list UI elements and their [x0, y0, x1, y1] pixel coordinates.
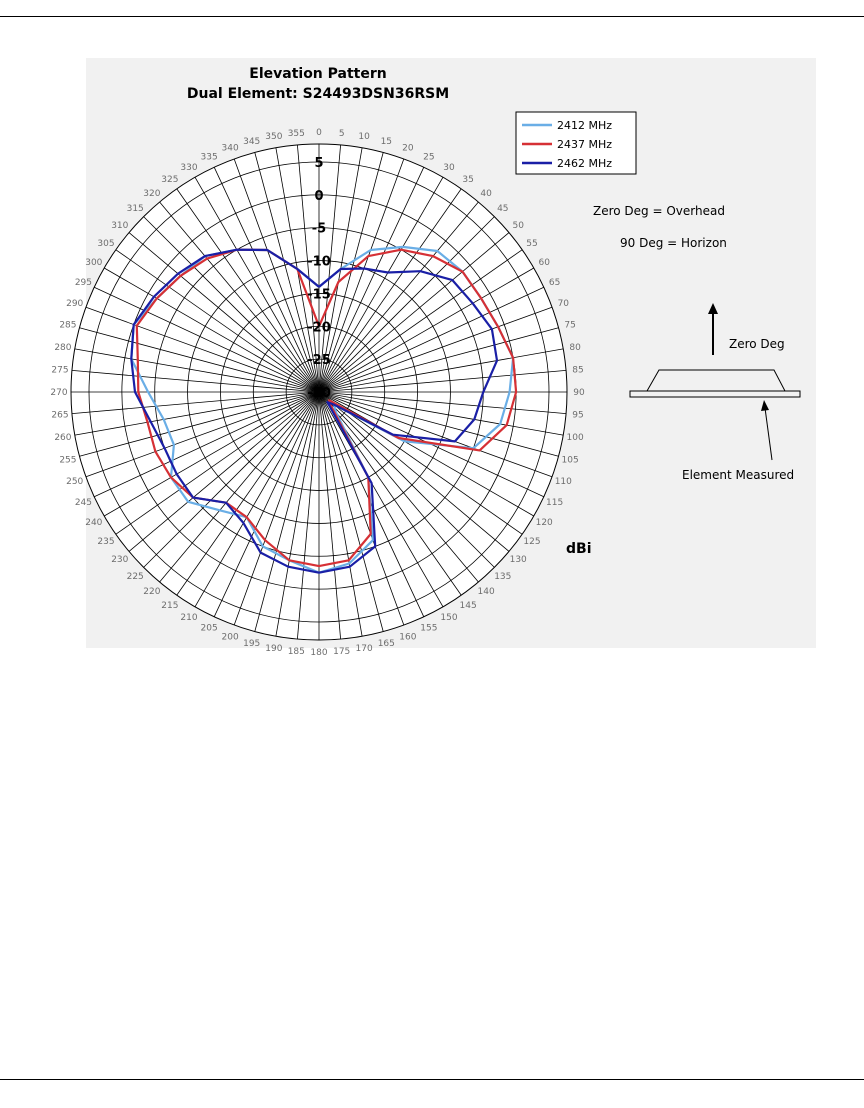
angle-tick-label: 5 — [338, 129, 345, 139]
angle-tick-label: 305 — [97, 238, 115, 249]
angle-tick-label: 30 — [443, 162, 455, 173]
angle-tick-label: 105 — [561, 455, 579, 466]
angle-tick-label: 65 — [548, 278, 561, 289]
angle-tick-label: 210 — [180, 613, 198, 624]
angle-tick-label: 185 — [287, 647, 305, 657]
angle-tick-label: 100 — [566, 433, 584, 444]
angle-tick-label: 155 — [420, 623, 438, 634]
legend — [516, 112, 636, 174]
angle-tick-label: 310 — [111, 220, 129, 231]
angle-tick-label: 140 — [477, 587, 495, 598]
angle-tick-label: 350 — [265, 131, 283, 142]
legend-label: 2412 MHz — [557, 119, 613, 132]
angle-tick-label: 320 — [143, 188, 161, 199]
angle-tick-label: 225 — [126, 571, 144, 582]
page-top-rule — [0, 16, 864, 17]
angle-tick-label: 205 — [200, 623, 218, 634]
angle-tick-label: 335 — [200, 152, 218, 163]
page-bottom-rule — [0, 1079, 864, 1080]
angle-tick-label: 160 — [399, 632, 417, 643]
pointer-arrow-icon — [761, 400, 769, 411]
angle-tick-label: 145 — [459, 601, 477, 611]
angle-tick-label: 70 — [557, 299, 570, 310]
angle-tick-label: 115 — [546, 497, 564, 508]
angle-tick-label: 25 — [423, 152, 435, 163]
chart-subtitle: Dual Element: S24493DSN36RSM — [186, 86, 450, 102]
angle-tick-label: 180 — [310, 648, 328, 658]
angle-tick-label: 245 — [74, 497, 92, 508]
angle-tick-label: 265 — [51, 410, 69, 421]
element-measured-label: Element Measured — [682, 468, 795, 482]
angle-tick-label: 330 — [180, 162, 198, 173]
chart-figure — [50, 58, 816, 658]
radial-tick-label: -15 — [307, 287, 331, 303]
zero-deg-arrow-label: Zero Deg — [729, 337, 785, 351]
radial-tick-label: -30 — [307, 386, 331, 401]
angle-tick-label: 15 — [380, 136, 393, 147]
angle-tick-label: 280 — [54, 342, 72, 353]
angle-tick-label: 150 — [440, 613, 458, 624]
angle-tick-label: 35 — [462, 175, 474, 185]
angle-tick-label: 95 — [572, 410, 584, 421]
angle-tick-label: 325 — [161, 175, 179, 185]
angle-tick-label: 195 — [243, 639, 261, 650]
angle-tick-label: 295 — [74, 278, 92, 289]
up-arrow-icon — [708, 303, 718, 314]
angle-tick-label: 0 — [316, 128, 322, 138]
angle-tick-label: 340 — [221, 143, 239, 154]
angle-tick-label: 275 — [51, 365, 69, 376]
angle-tick-label: 230 — [111, 555, 129, 566]
angle-tick-label: 235 — [97, 537, 115, 548]
angle-tick-label: 130 — [509, 555, 527, 566]
zero-deg-note: Zero Deg = Overhead — [593, 204, 725, 218]
polar-chart — [50, 58, 816, 658]
angle-tick-label: 50 — [512, 220, 524, 231]
angle-tick-label: 60 — [538, 258, 550, 268]
radial-tick-label: -25 — [307, 353, 331, 369]
angle-tick-label: 300 — [85, 258, 103, 268]
angle-tick-label: 190 — [265, 644, 283, 655]
radial-tick-label: -20 — [307, 320, 331, 336]
radial-unit-label: dBi — [566, 541, 592, 557]
angle-tick-label: 45 — [497, 204, 509, 215]
legend-label: 2462 MHz — [557, 157, 613, 170]
element-base — [630, 391, 800, 397]
angle-tick-label: 10 — [358, 131, 370, 142]
angle-tick-label: 200 — [221, 632, 239, 643]
radial-tick-label: -5 — [311, 221, 327, 237]
chart-title: Elevation Pattern — [249, 66, 387, 82]
element-pointer-line — [765, 408, 772, 460]
angle-tick-label: 290 — [66, 299, 84, 310]
angle-tick-label: 270 — [50, 388, 68, 398]
angle-tick-label: 55 — [526, 238, 538, 249]
angle-tick-label: 135 — [494, 571, 512, 582]
angle-tick-label: 85 — [572, 365, 584, 376]
angle-tick-label: 120 — [535, 518, 553, 528]
angle-tick-label: 355 — [287, 129, 305, 139]
angle-tick-label: 215 — [161, 601, 179, 611]
angle-tick-label: 75 — [564, 320, 576, 331]
radial-tick-label: 0 — [314, 188, 324, 204]
angle-tick-label: 220 — [143, 587, 161, 598]
angle-tick-label: 345 — [243, 136, 261, 147]
angle-tick-label: 250 — [66, 476, 84, 487]
angle-tick-label: 240 — [85, 518, 103, 528]
radial-tick-label: 5 — [314, 156, 324, 171]
angle-tick-label: 40 — [480, 188, 492, 199]
angle-tick-label: 110 — [554, 476, 572, 487]
radial-tick-label: -10 — [307, 254, 331, 270]
angle-tick-label: 165 — [377, 639, 395, 650]
angle-tick-label: 285 — [59, 320, 77, 331]
angle-tick-label: 170 — [355, 644, 373, 655]
angle-tick-label: 255 — [59, 455, 77, 466]
angle-tick-label: 20 — [402, 143, 414, 154]
angle-tick-label: 125 — [523, 537, 541, 548]
element-housing — [647, 370, 785, 391]
element-diagram — [630, 303, 800, 482]
ninety-deg-note: 90 Deg = Horizon — [620, 236, 727, 250]
angle-tick-label: 175 — [333, 647, 351, 657]
angle-tick-label: 80 — [569, 342, 581, 353]
angle-tick-label: 90 — [573, 388, 585, 398]
angle-tick-label: 315 — [126, 204, 144, 215]
legend-label: 2437 MHz — [557, 138, 613, 151]
angle-tick-label: 260 — [54, 433, 72, 444]
